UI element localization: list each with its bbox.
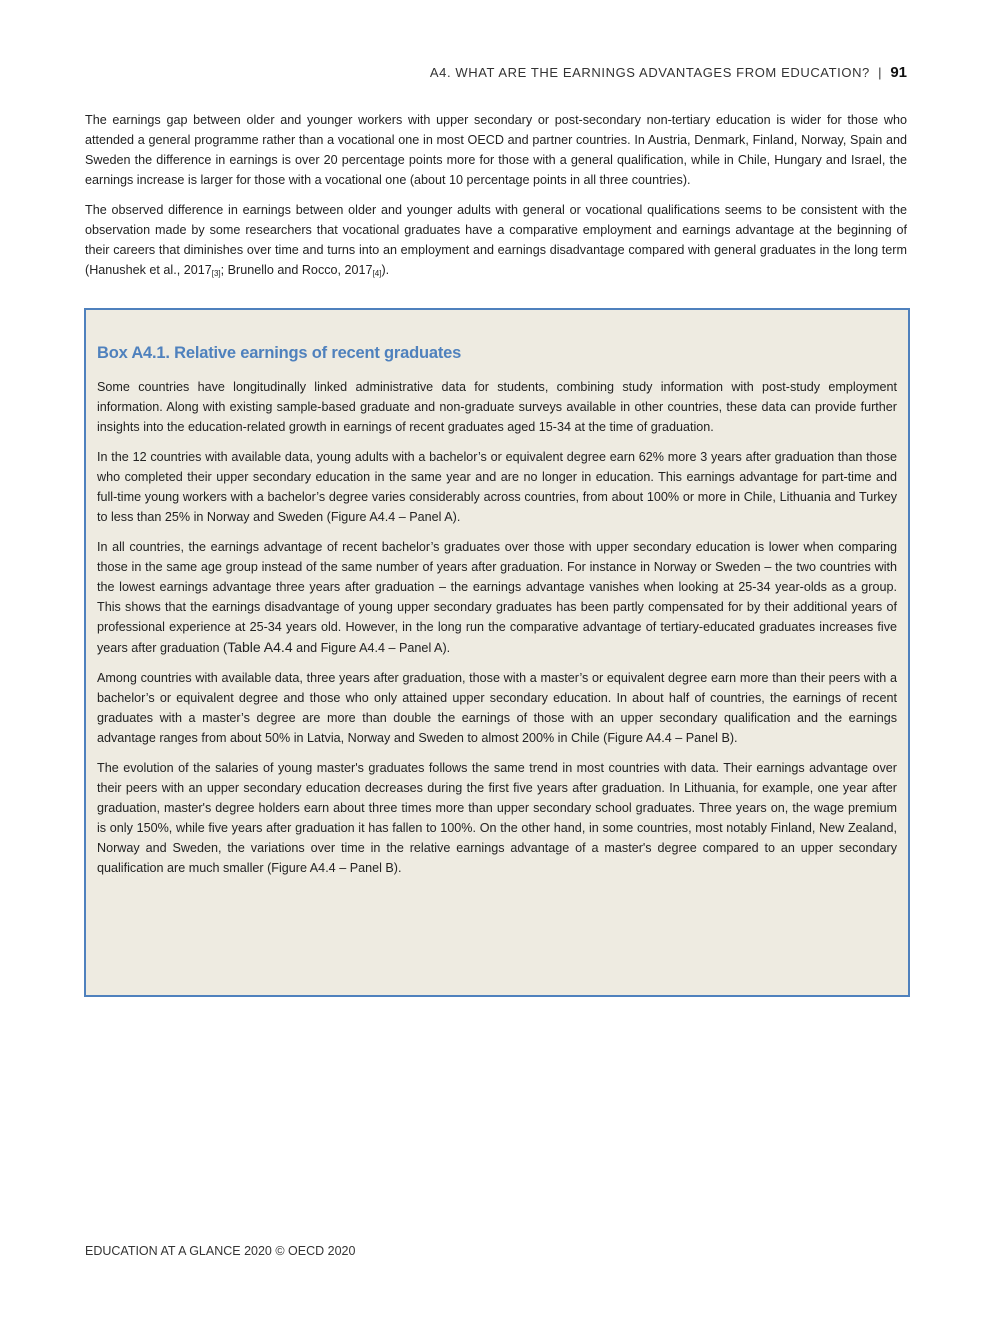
box-title: Box A4.1. Relative earnings of recent graduates [97,344,462,362]
paragraph-text: In all countries, the earnings advantage of recent bachelor’s graduates over those with upper secondary education is lower when comparing those in the same age group instead of the same number of years after graduation. For instance in Norway or Sweden – the two countries with the lowest earnings advantage three years after graduation – the earnings advantage vanishes when looking at 25-34 year-olds as a group. This shows that the earnings disadvantage of young upper secondary graduates has been partly compensated for by their additional years of professional experience at 25-34 years old. However, in the long run the comparative advantage of tertiary-educated graduates increases five years after graduation ( [97,540,897,655]
citation-ref-4[interactable]: [4] [372,269,382,278]
paragraph-earnings-gap: The earnings gap between older and younger workers with upper secondary or post-secondary non-tertiary education is wider for those who attended a general programme rather than a vocational one in most OECD and partner countries. In Austria, Denmark, Finland, Norway, Spain and Sweden the difference in earnings is over 20 percentage points more for those with a general qualification, while in Chile, Hungary and Israel, the earnings increase is larger for those with a vocational one (about 10 percentage points in all three countries). [85,113,907,187]
table-a4-4-link[interactable]: Table A4.4 [227,639,293,655]
citation-ref-3[interactable]: [3] [211,269,221,278]
box-paragraph-master-advantage: Among countries with available data, three years after graduation, those with a master’s or equivalent degree earn more than their peers with a bachelor’s or equivalent degree and those who only attained upper secondary education. In about half of countries, the earnings of recent graduates with a master’s degree are more than double the earnings of those with an upper secondary qualification and the earnings advantage ranges from about 50% in Latvia, Norway and Sweden to almost 200% in Chile (Figure A4.4 – Panel B). [97,671,897,745]
paragraph-text: ; Brunello and Rocco, 2017 [220,263,373,277]
page-number: 91 [890,64,907,81]
box-paragraph-age-group-comparison [97,537,897,658]
box-paragraph-master-evolution: The evolution of the salaries of young master's graduates follows the same trend in most countries with data. Their earnings advantage over their peers with an upper secondary education decreases during the first five years after graduation. In Lithuania, for example, one year after graduation, master's degree holders earn about three times more than upper secondary school graduates. Three years on, the wage premium is only 150%, while five years after graduation it has fallen to 100%. On the other hand, in some countries, most notably Finland, New Zealand, Norway and Sweden, the variations over time in the relative earnings advantage of a master's degree compared to an upper secondary qualification are much smaller (Figure A4.4 – Panel B). [97,761,897,875]
running-header [430,64,907,81]
box-a4-1 [84,308,910,997]
box-paragraph-bachelor-advantage: In the 12 countries with available data, young adults with a bachelor’s or equivalent degree earn 62% more 3 years after graduation than those who completed their upper secondary education in the same year and are no longer in education. This earnings advantage for part-time and full-time young workers with a bachelor’s degree varies considerably across countries, from about 100% or more in Chile, Lithuania and Turkey to less than 25% in Norway and Sweden (Figure A4.4 – Panel A). [97,450,897,524]
header-separator: | [878,65,883,80]
paragraph-vocational-difference [85,200,907,280]
paragraph-text: ). [381,263,390,277]
main-text [85,110,907,290]
page-footer: EDUCATION AT A GLANCE 2020 © OECD 2020 [85,1244,356,1258]
chapter-title: A4. WHAT ARE THE EARNINGS ADVANTAGES FROM EDUCATION? [429,65,870,80]
paragraph-text: and Figure A4.4 – Panel A). [292,641,451,655]
paragraph-text: The observed difference in earnings between older and younger adults with general or vocational qualifications seems to be consistent with the observation made by some researchers that vocational graduates have a comparative employment and earnings advantage at the beginning of their careers that diminishes over time and turns into an employment and earnings disadvantage compared with general graduates in the long term (Hanushek et al., 2017 [85,203,907,277]
box-paragraph-administrative-data: Some countries have longitudinally linked administrative data for students, combining study information with post-study employment information. Along with existing sample-based graduate and non-graduate surveys available in other countries, these data can provide further insights into the education-related growth in earnings of recent graduates aged 15-34 at the time of graduation. [97,380,897,434]
